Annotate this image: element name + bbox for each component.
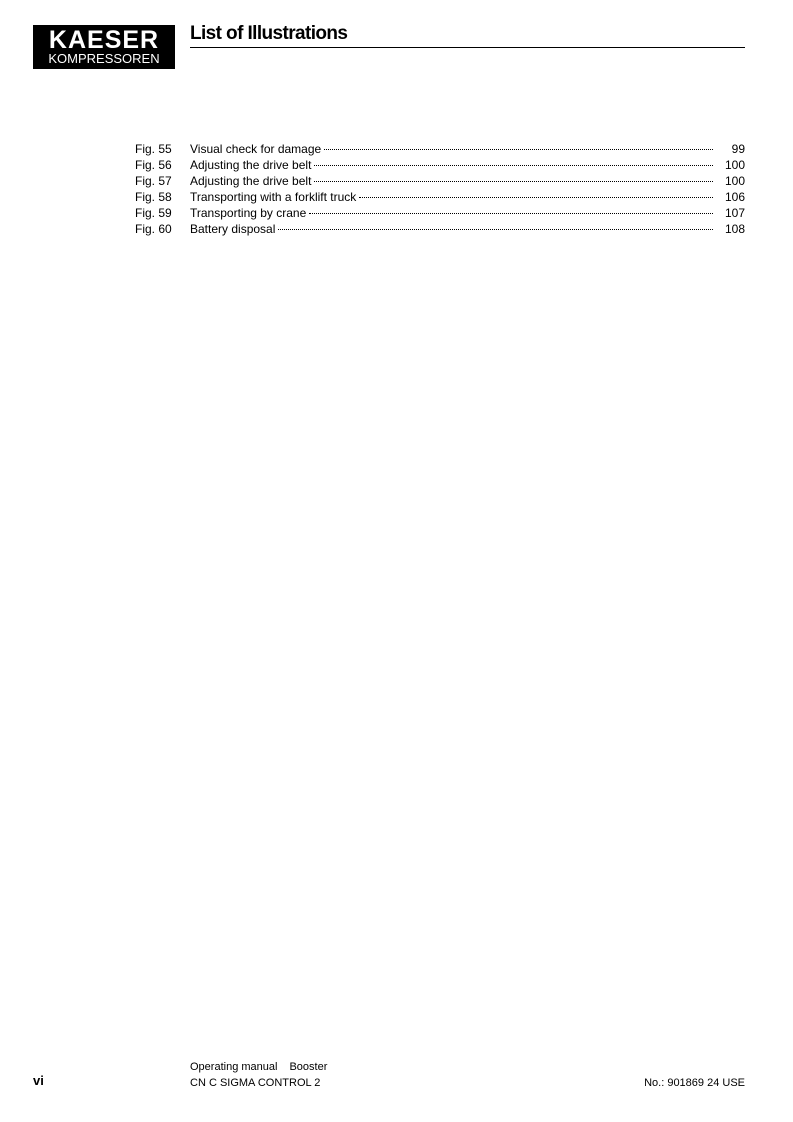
- figure-page: 108: [724, 222, 745, 236]
- dot-leader: [324, 149, 713, 150]
- figure-page: 107: [724, 206, 745, 220]
- figure-number: Fig. 59: [135, 206, 172, 220]
- figure-number: Fig. 58: [135, 190, 172, 204]
- illustrations-list: [135, 141, 745, 237]
- figure-title[interactable]: Visual check for damage: [190, 142, 322, 156]
- list-item[interactable]: [135, 141, 745, 157]
- figure-title[interactable]: Adjusting the drive belt: [190, 174, 312, 188]
- figure-number: Fig. 55: [135, 142, 172, 156]
- figure-title[interactable]: Battery disposal: [190, 222, 276, 236]
- page-title: List of Illustrations: [190, 23, 348, 44]
- list-item[interactable]: [135, 173, 745, 189]
- figure-number: Fig. 57: [135, 174, 172, 188]
- kaeser-logo: [33, 25, 175, 69]
- list-item[interactable]: [135, 157, 745, 173]
- figure-title[interactable]: Transporting by crane: [190, 206, 307, 220]
- title-divider: [190, 47, 745, 48]
- footer-manual-type: Operating manual: [190, 1061, 278, 1073]
- dot-leader: [314, 181, 713, 182]
- list-item[interactable]: [135, 189, 745, 205]
- figure-title[interactable]: Adjusting the drive belt: [190, 158, 312, 172]
- dot-leader: [278, 229, 713, 230]
- figure-number: Fig. 60: [135, 222, 172, 236]
- footer-manual-info: [190, 1060, 327, 1075]
- figure-title[interactable]: Transporting with a forklift truck: [190, 190, 357, 204]
- dot-leader: [309, 213, 713, 214]
- footer-document-number: No.: 901869 24 USE: [644, 1077, 745, 1089]
- figure-page: 100: [724, 174, 745, 188]
- logo-subtitle: KOMPRESSOREN: [48, 51, 160, 66]
- dot-leader: [314, 165, 713, 166]
- dot-leader: [359, 197, 713, 198]
- figure-page: 99: [731, 142, 745, 156]
- footer-model: CN C SIGMA CONTROL 2: [190, 1077, 321, 1089]
- figure-page: 106: [724, 190, 745, 204]
- footer-page-number: vi: [33, 1073, 44, 1088]
- footer-product: Booster: [289, 1061, 328, 1073]
- list-item[interactable]: [135, 221, 745, 237]
- logo-wordmark: KAESER: [48, 26, 160, 54]
- figure-page: 100: [724, 158, 745, 172]
- list-item[interactable]: [135, 205, 745, 221]
- figure-number: Fig. 56: [135, 158, 172, 172]
